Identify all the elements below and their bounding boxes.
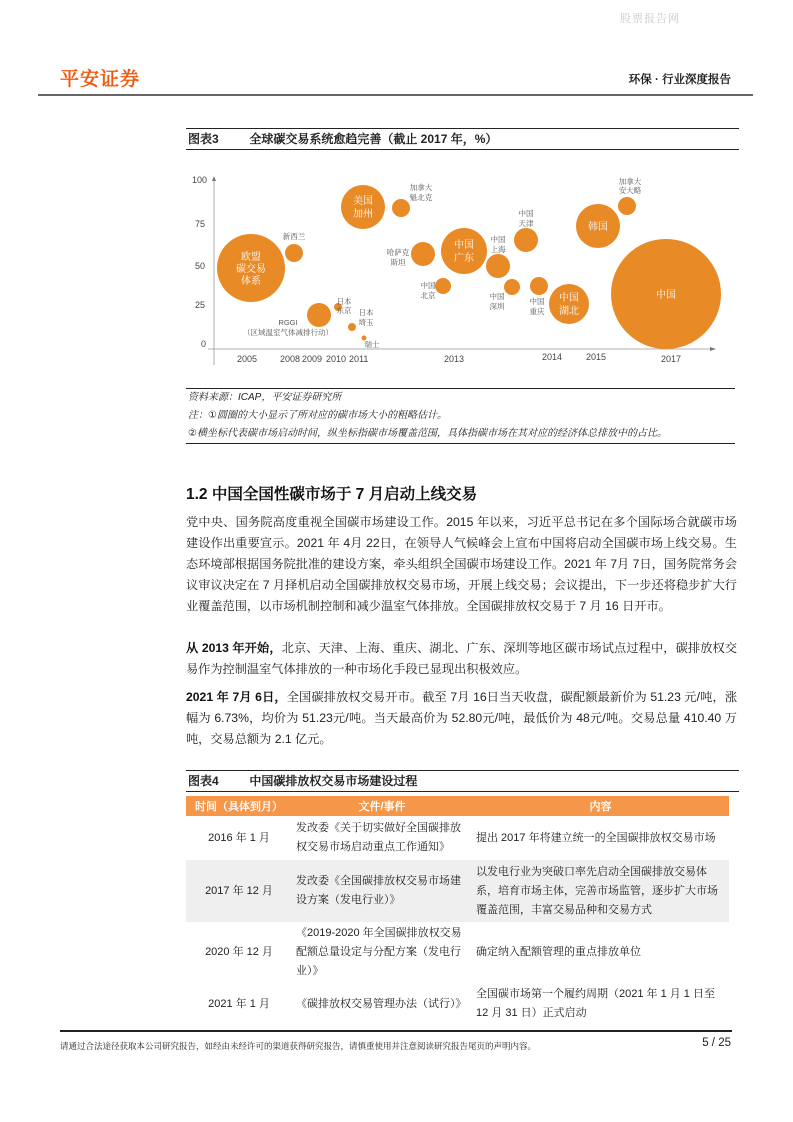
bubble-saitama — [348, 323, 356, 331]
svg-text:重庆: 重庆 — [529, 307, 545, 316]
bubble-hubei — [549, 284, 589, 324]
cell-content: 提出 2017 年将建立统一的全国碳排放权交易市场 — [476, 831, 716, 844]
x-tick-2017: 2017 — [661, 354, 682, 364]
table-row — [186, 983, 729, 1025]
svg-text:天津: 天津 — [518, 219, 534, 228]
svg-text:美国: 美国 — [353, 196, 373, 207]
cell-document: 《2019-2020 年全国碳排放权交易配额总量设定与分配方案（发电行业）》 — [296, 927, 462, 977]
figure4-title: 中国碳排放权交易市场建设过程 — [249, 774, 418, 788]
svg-text:加拿大: 加拿大 — [409, 183, 433, 192]
figure4-title-bar — [186, 770, 739, 792]
svg-text:中国: 中国 — [518, 209, 534, 218]
figure3-source: 资料来源：ICAP，平安证券研究所 — [188, 392, 342, 403]
bubble-quebec — [392, 199, 410, 217]
x-tick-2008: 2008 — [280, 354, 301, 364]
section-title: 1.2 中国全国性碳市场于 7 月启动上线交易 — [186, 486, 478, 503]
svg-text:体系: 体系 — [241, 276, 261, 287]
bubble-california — [341, 185, 385, 229]
svg-text:斯坦: 斯坦 — [390, 258, 406, 267]
cell-time: 2016 年 1 月 — [208, 831, 270, 844]
bubble-chart-svg — [186, 162, 735, 372]
x-axis-arrow-icon — [710, 347, 716, 351]
y-tick-25: 25 — [195, 300, 206, 310]
bubble-chart — [186, 162, 735, 372]
paragraph-2-lead: 从 2013 年开始， — [186, 641, 282, 655]
svg-text:湖北: 湖北 — [559, 306, 579, 317]
paragraph-3-lead: 2021 年 7月 6日， — [186, 690, 287, 704]
svg-text:哈萨克: 哈萨克 — [386, 248, 410, 257]
cell-document: 《碳排放权交易管理办法（试行）》 — [296, 997, 467, 1010]
svg-text:埼玉: 埼玉 — [358, 318, 374, 327]
svg-text:广东: 广东 — [454, 253, 474, 264]
figure3-note1: 注：①圆圈的大小显示了所对应的碳市场大小的粗略估计。 — [188, 410, 447, 421]
table-row — [186, 922, 729, 983]
header-divider — [38, 94, 753, 96]
page-number: 5 / 25 — [702, 1037, 731, 1049]
figure3-note2: ②横坐标代表碳市场启动时间，纵坐标指碳市场覆盖范围，具体指碳市场在其对应的经济体总排放中的占比。 — [188, 428, 667, 439]
figure4-number: 图表4 — [188, 774, 219, 788]
svg-text:欧盟: 欧盟 — [241, 252, 261, 263]
column-header-time: 时间（具体到月） — [186, 796, 292, 816]
cell-time: 2021 年 1 月 — [208, 997, 270, 1010]
svg-text:加州: 加州 — [353, 209, 373, 220]
bubble-new-zealand — [285, 244, 303, 262]
svg-text:魁北克: 魁北克 — [409, 193, 433, 202]
svg-text:中国: 中国 — [420, 281, 436, 290]
bubble-tianjin — [514, 228, 538, 252]
x-tick-2009: 2009 — [302, 354, 323, 364]
figure3-number: 图表3 — [188, 132, 219, 146]
svg-text:日本: 日本 — [336, 297, 352, 306]
svg-text:北京: 北京 — [420, 291, 436, 300]
column-header-document: 文件/事件 — [292, 796, 472, 816]
brand-logo: 平安证券 — [60, 69, 141, 90]
svg-text:深圳: 深圳 — [489, 302, 505, 311]
figure3-notes — [186, 388, 735, 444]
svg-text:上海: 上海 — [490, 245, 506, 254]
report-type: 环保 · 行业深度报告 — [628, 74, 731, 86]
svg-text:韩国: 韩国 — [588, 222, 608, 233]
y-tick-75: 75 — [195, 219, 206, 229]
svg-text:日本: 日本 — [358, 308, 374, 317]
cell-content: 以发电行业为突破口率先启动全国碳排放交易体系，培育市场主体，完善市场监管，逐步扩大市场覆盖范围，丰富交易品种和交易方式 — [472, 860, 729, 922]
y-tick-50: 50 — [195, 261, 206, 271]
svg-text:安大略: 安大略 — [618, 186, 642, 195]
svg-text:瑞士: 瑞士 — [364, 340, 380, 349]
cell-content: 全国碳市场第一个履约周期（2021 年 1 月 1 日至 12 月 31 日）正式启动 — [476, 988, 715, 1019]
bubble-chongqing — [530, 277, 548, 295]
construction-timeline-table — [186, 796, 729, 1025]
svg-text:中国: 中国 — [490, 235, 506, 244]
watermark: 股票报告网 — [620, 13, 680, 25]
cell-time: 2017 年 12 月 — [186, 860, 292, 922]
svg-text:中国: 中国 — [559, 293, 579, 304]
footer-disclaimer: 请通过合法途径获取本公司研究报告，如经由未经许可的渠道获得研究报告，请慎重使用并注意阅读研究报告尾页的声明内容。 — [60, 1041, 537, 1051]
bubble-kazakhstan — [411, 242, 435, 266]
table-row — [186, 816, 729, 860]
paragraph-1: 党中央、国务院高度重视全国碳市场建设工作。2015 年以来，习近平总书记在多个国际场合就碳市场建设作出重要宣示。2021 年 4月 22日，在领导人气候峰会上宣布中国将启动全国碳市场上线交易。生态环境部根据国务院批准的建设方案，牵头组织全国碳市场建设工作。2021 年 7月 7日，国务院常务会议审议决定在 7 月择机启动全国碳排放权交易市场，开展上线交易；会议提出，下一步还将稳步扩大行业覆盖范围，以市场机制控制和减少温室气体排放。全国碳排放权交易于 7 月 16 日开市。 — [186, 515, 737, 613]
x-tick-2005: 2005 — [237, 354, 258, 364]
bubble-shanghai — [486, 254, 510, 278]
paragraph-2 — [186, 638, 737, 680]
svg-text:中国: 中国 — [529, 297, 545, 306]
cell-content: 确定纳入配额管理的重点排放单位 — [476, 946, 641, 958]
bubble-shenzhen — [504, 279, 520, 295]
svg-text:（区域温室气体减排行动）: （区域温室气体减排行动） — [243, 328, 333, 337]
table-header-row — [186, 796, 729, 816]
x-tick-2011: 2011 — [349, 354, 369, 364]
svg-text:东京: 东京 — [336, 306, 352, 315]
bubble-guangdong — [441, 228, 487, 274]
x-tick-2010: 2010 — [326, 354, 347, 364]
svg-text:碳交易: 碳交易 — [236, 264, 266, 275]
cell-document: 发改委《关于切实做好全国碳排放权交易市场启动重点工作通知》 — [296, 822, 461, 853]
svg-text:新西兰: 新西兰 — [282, 232, 306, 241]
column-header-content: 内容 — [472, 796, 729, 816]
cell-time: 2020 年 12 月 — [205, 946, 273, 958]
paragraph-3 — [186, 687, 737, 750]
paragraph-2-body: 北京、天津、上海、重庆、湖北、广东、深圳等地区碳市场试点过程中，碳排放权交易作为控制温室气体排放的一种市场化手段已显现出积极效应。 — [186, 641, 738, 676]
paragraph-3-body: 全国碳排放权交易开市。截至 7月 16日当天收盘，碳配额最新价为 51.23 元/吨，涨幅为 6.73%，均价为 51.23元/吨。当天最高价为 52.80元/吨，最低价为 48元/吨。交易总量 410.40 万吨，交易总额为 2.1 亿元。 — [186, 690, 738, 746]
y-tick-0: 0 — [201, 339, 207, 349]
figure3-title: 全球碳交易系统愈趋完善（截止 2017 年，%） — [249, 132, 498, 146]
y-tick-100: 100 — [192, 175, 208, 185]
x-tick-2015: 2015 — [586, 352, 607, 362]
y-axis-arrow-icon — [212, 176, 216, 181]
svg-text:中国: 中国 — [656, 290, 676, 301]
svg-text:RGGI: RGGI — [278, 318, 298, 327]
cell-document: 发改委《全国碳排放权交易市场建设方案（发电行业）》 — [292, 860, 472, 922]
bubble-ontario — [618, 197, 636, 215]
figure3-title-bar — [186, 128, 739, 150]
svg-text:加拿大: 加拿大 — [618, 177, 642, 186]
x-tick-2013: 2013 — [444, 354, 465, 364]
svg-text:中国: 中国 — [454, 240, 474, 251]
bubble-rggi — [307, 303, 331, 327]
bubble-beijing — [435, 278, 451, 294]
svg-text:中国: 中国 — [489, 292, 505, 301]
table-row — [186, 860, 729, 922]
x-tick-2014: 2014 — [542, 352, 563, 362]
footer-divider — [60, 1030, 732, 1032]
